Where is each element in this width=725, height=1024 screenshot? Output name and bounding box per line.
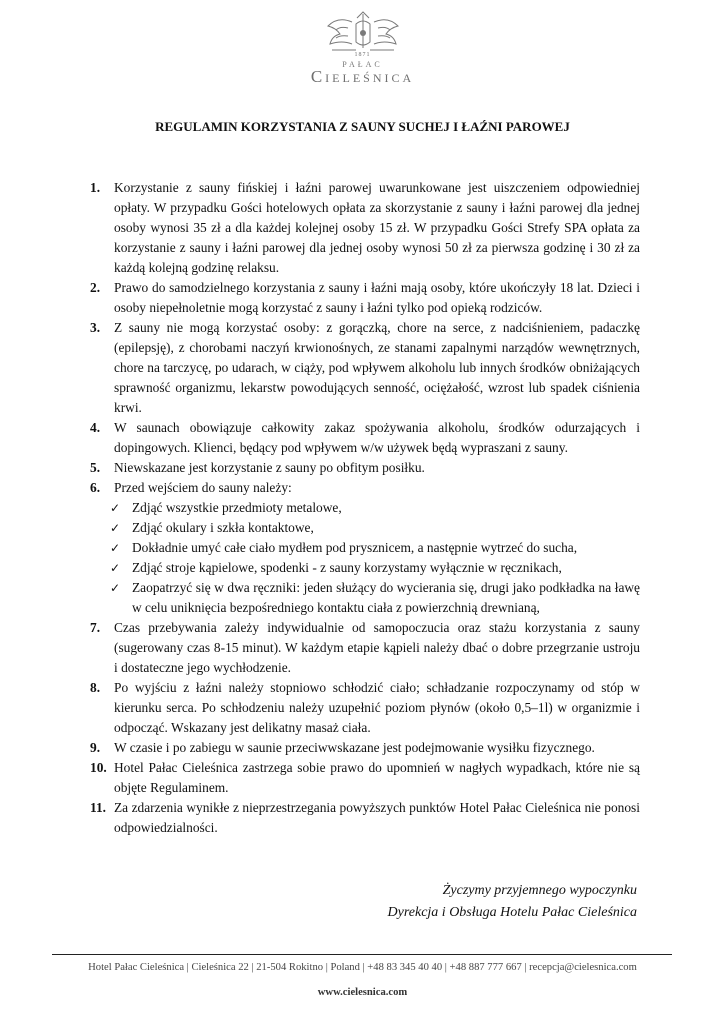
rule-number: 11. [90,800,106,815]
rule-number: 5. [90,460,101,475]
footer-website: www.cielesnica.com [317,987,408,998]
rule-number: 3. [90,320,101,335]
check-icon: ✓ [110,561,121,575]
rule-text: Hotel Pałac Cieleśnica zastrzega sobie prawo do upomnień w nagłych wypadkach, które nie są objęte Regulaminem. [114,760,640,795]
rule-item [90,458,640,478]
logo-year: 1871 [354,52,371,58]
rule-text: Czas przebywania zależy indywidualnie od samopoczucia oraz stażu korzystania z sauny (sugerowany czas 8-15 minut). W każdym etapie kąpieli należy dbać o dobre przegrzanie ustroju i dostateczne jego wychłodzenie. [114,620,640,675]
rule-item [90,418,640,458]
rule-number: 10. [90,760,107,775]
rule-item [90,478,640,498]
rule-text: Prawo do samodzielnego korzystania z sauny i łaźni mają osoby, które ukończyły 18 lat. Dzieci i osoby niepełnoletnie mogą korzystać z sauny i łaźni tylko pod opieką rodziców. [114,280,640,315]
checklist-text: Zdjąć okulary i szkła kontaktowe, [132,520,314,535]
rule-item [90,798,640,838]
checklist-text: Zaopatrzyć się w dwa ręczniki: jeden służący do wycierania się, drugi jako podkładka na ławę w celu uniknięcia bezpośredniego kontaktu ciała z powierzchnią drewnianą, [132,580,640,615]
hotel-logo [0,8,725,86]
footer-address: Hotel Pałac Cieleśnica | Cieleśnica 22 | 21-504 Rokitno | Poland | +48 83 345 40 40 | +48 887 777 667 | recepcja@cielesnica.com [88,962,637,973]
checklist-item [90,538,640,558]
checklist-text: Dokładnie umyć całe ciało mydłem pod prysznicem, a następnie wytrzeć do sucha, [132,540,578,555]
check-icon: ✓ [110,521,121,535]
checklist-item [90,558,640,578]
rule-text: Za zdarzenia wynikłe z nieprzestrzegania powyższych punktów Hotel Pałac Cieleśnica nie ponosi odpowiedzialności. [114,800,640,835]
rule-item [90,318,640,418]
rule-item [90,178,640,278]
footer-divider [52,954,672,955]
logo-palac: PAŁAC [342,60,383,69]
rule-item [90,618,640,678]
checklist-text: Zdjąć wszystkie przedmioty metalowe, [132,500,342,515]
rule-text: Korzystanie z sauny fińskiej i łaźni parowej uwarunkowane jest uiszczeniem odpowiedniej opłaty. W przypadku Gości hotelowych opłata za skorzystanie z sauny i łaźni parowej dla jednej osoby wynosi 35 zł a dla każdej kolejnej osoby 15 zł. W przypadku Gości Strefy SPA opłata za korzystanie z sauny i łaźni parowej dla jednej osoby wynosi 50 zł za pierwsza godzinę i 30 zł za każdą kolejną godzinę relaksu. [114,180,640,275]
rule-number: 7. [90,620,101,635]
rule-text: Przed wejściem do sauny należy: [114,480,292,495]
rule-text: W czasie i po zabiegu w saunie przeciwwskazane jest podejmowanie wysiłku fizycznego. [114,740,595,755]
checklist-text: Zdjąć stroje kąpielowe, spodenki - z sauny korzystamy wyłącznie w ręcznikach, [132,560,562,575]
check-icon: ✓ [110,581,121,595]
rule-number: 4. [90,420,101,435]
document-title: REGULAMIN KORZYSTANIA Z SAUNY SUCHEJ I ŁAŹNI PAROWEJ [155,119,570,134]
crest-icon [322,8,404,54]
rule-item [90,738,640,758]
rule-number: 8. [90,680,101,695]
closing-wish: Życzymy przyjemnego wypoczynku [442,883,637,898]
closing-signed-by: Dyrekcja i Obsługa Hotelu Pałac Cieleśnica [387,905,637,920]
check-icon: ✓ [110,541,121,555]
rule-text: Po wyjściu z łaźni należy stopniowo schłodzić ciało; schładzanie rozpoczynamy od stóp w kierunku serca. Po schłodzeniu należy uzupełnić poziom płynów (około 0,5–1l) w organizmie i odpocząć. Wskazany jest delikatny masaż ciała. [114,680,640,735]
checklist-item [90,578,640,618]
rule-number: 9. [90,740,101,755]
rules-list [90,178,640,838]
checklist-item [90,498,640,518]
logo-name: Cieleśnica [310,67,415,86]
rule-item [90,758,640,798]
rule-number: 1. [90,180,101,195]
checklist-item [90,518,640,538]
rule-text: Niewskazane jest korzystanie z sauny po obfitym posiłku. [114,460,425,475]
rule-number: 6. [90,480,101,495]
rule-text: W saunach obowiązuje całkowity zakaz spożywania alkoholu, środków odurzających i dopingowych. Klienci, będący pod wpływem w/w używek będą wypraszani z sauny. [114,420,640,455]
rule-number: 2. [90,280,101,295]
rule-item [90,678,640,738]
closing-signature [388,880,637,924]
rule-text: Z sauny nie mogą korzystać osoby: z gorączką, chore na serce, z nadciśnieniem, padaczkę (epilepsję), z chorobami naczyń krwionośnych, ze stanami zapalnymi narządów wewnętrznych, chore na tarczycę, po udarach, w ciąży, pod wpływem alkoholu lub innych środków obniżających sprawność organizmu, lekarstw powodujących senność, ociężałość, wzrost lub spadek ciśnienia krwi. [114,320,640,415]
check-icon: ✓ [110,501,121,515]
rule-item [90,278,640,318]
